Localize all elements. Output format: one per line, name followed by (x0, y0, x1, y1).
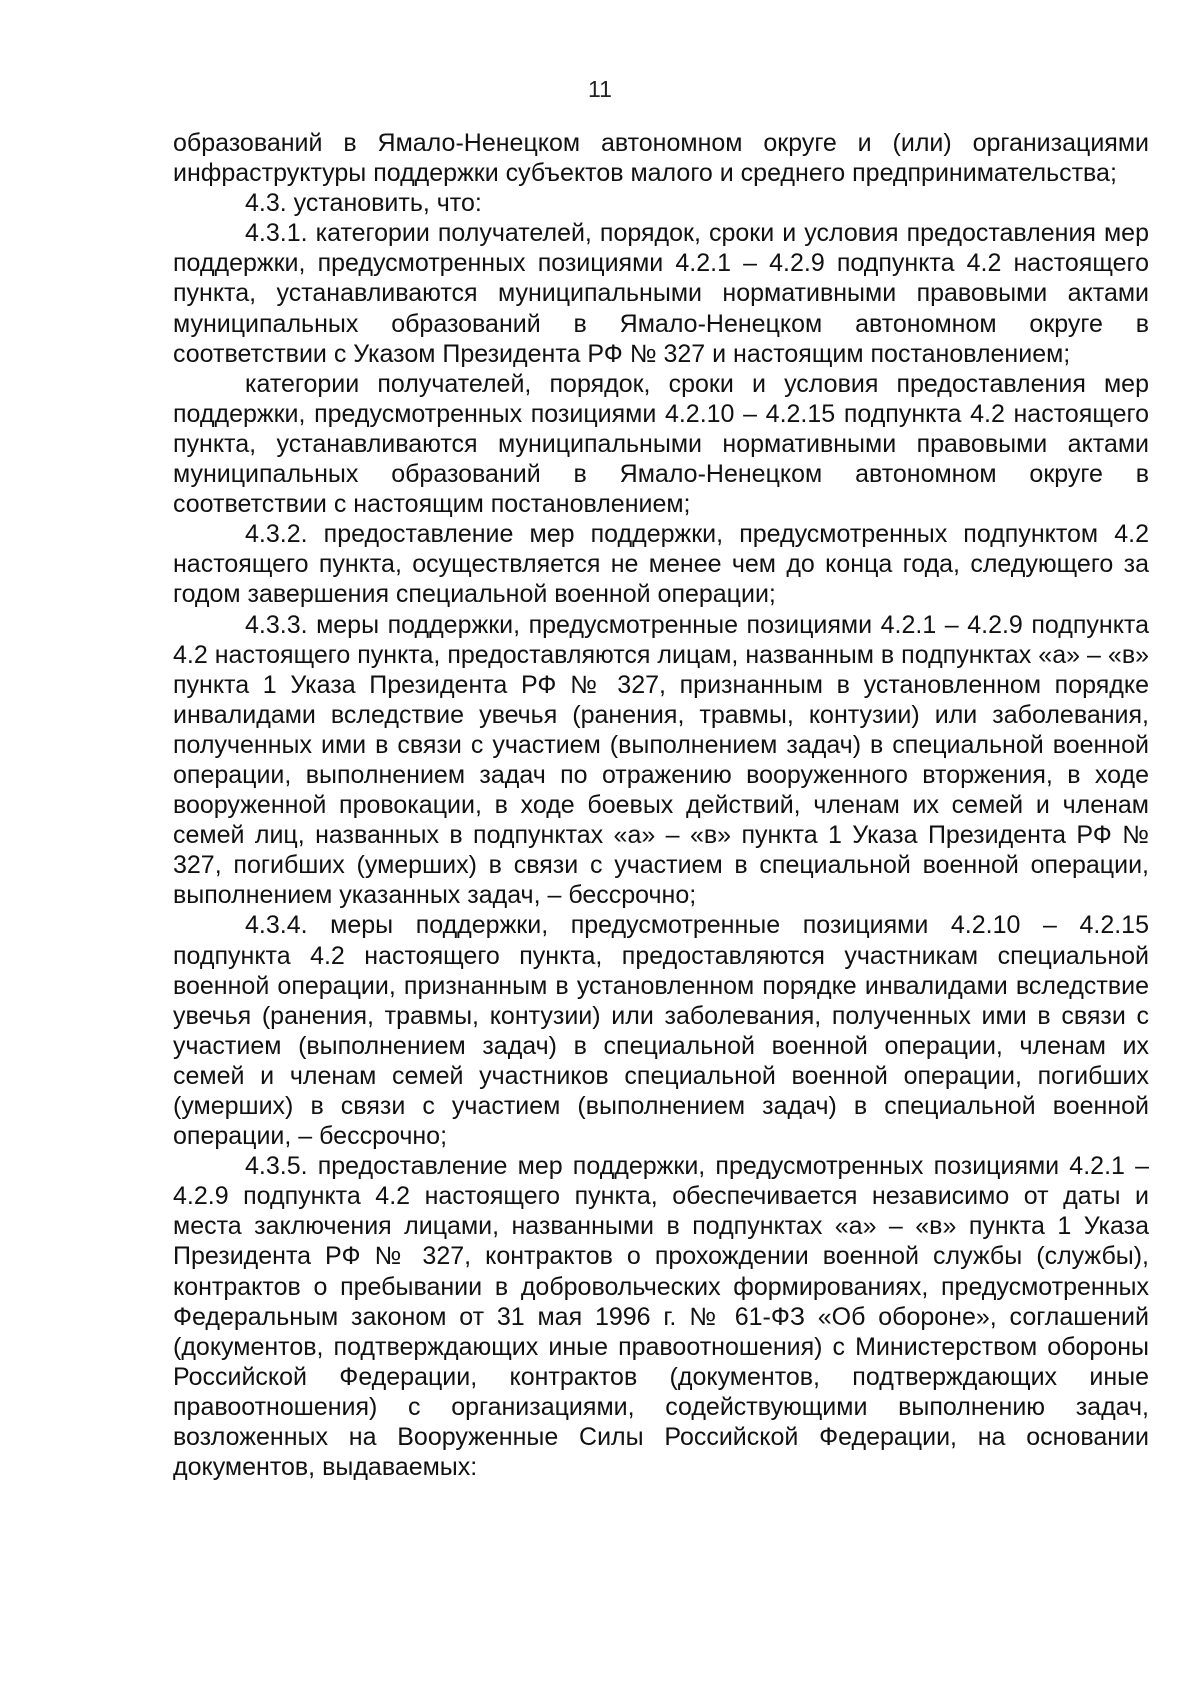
document-body (173, 128, 1149, 1482)
paragraph-4-3: 4.3. установить, что: (245, 189, 482, 218)
paragraph-4-3-2: 4.3.2. предоставление мер поддержки, предусмотренных подпунктом 4.2 настоящего пункта, осуществляется не менее чем до конца года, следующего за годом завершения специальной военной операции; (173, 520, 1149, 609)
paragraph-4-3-5: 4.3.5. предоставление мер поддержки, предусмотренных позициями 4.2.1 – 4.2.9 подпункта 4.2 настоящего пункта, обеспечивается независимо от даты и места заключения лицами, названными в подпунктах «а» – «в» пункта 1 Указа Президента РФ № 327, контрактов о прохождении военной службы (службы), контрактов о пребывании в добровольческих формированиях, предусмотренных Федеральным законом от 31 мая 1996 г. № 61-ФЗ «Об обороне», соглашений (документов, подтверждающих иные правоотношения) с Министерством обороны Российской Федерации, контрактов (документов, подтверждающих иные правоотношения) с организациями, содействующими выполнению задач, возложенных на Вооруженные Силы Российской Федерации, на основании документов, выдаваемых: (173, 1152, 1149, 1482)
page-number: 11 (588, 76, 612, 102)
paragraph-4-3-3: 4.3.3. меры поддержки, предусмотренные позициями 4.2.1 – 4.2.9 подпункта 4.2 настоящего пункта, предоставляются лицам, названным в подпунктах «а» – «в» пункта 1 Указа Президента РФ № 327, признанным в установленном порядке инвалидами вследствие увечья (ранения, травмы, контузии) или заболевания, полученных ими в связи с участием (выполнением задач) в специальной военной операции, выполнением задач по отражению вооруженного вторжения, в ходе вооруженной провокации, в ходе боевых действий, членам их семей и членам семей лиц, названных в подпунктах «а» – «в» пункта 1 Указа Президента РФ № 327, погибших (умерших) в связи с участием в специальной военной операции, выполнением указанных задач, – бессрочно; (173, 610, 1149, 910)
paragraph-continuation: образований в Ямало-Ненецком автономном округе и (или) организациями инфраструктуры поддержки субъектов малого и среднего предпринимательства; (173, 129, 1149, 188)
paragraph-4-3-1: 4.3.1. категории получателей, порядок, сроки и условия предоставления мер поддержки, предусмотренных позициями 4.2.1 – 4.2.9 подпункта 4.2 настоящего пункта, устанавливаются муниципальными нормативными правовыми актами муниципальных образований в Ямало-Ненецком автономном округе в соответствии с Указом Президента РФ № 327 и настоящим постановлением; (173, 219, 1149, 368)
paragraph-4-3-4: 4.3.4. меры поддержки, предусмотренные позициями 4.2.10 – 4.2.15 подпункта 4.2 настоящего пункта, предоставляются участникам специальной военной операции, признанным в установленном порядке инвалидами вследствие увечья (ранения, травмы, контузии) или заболевания, полученных ими в связи с участием (выполнением задач) в специальной военной операции, членам их семей и членам семей участников специальной военной операции, погибших (умерших) в связи с участием (выполнением задач) в специальной военной операции, – бессрочно; (173, 911, 1149, 1151)
paragraph-4-3-1-continued: категории получателей, порядок, сроки и условия предоставления мер поддержки, предусмотренных позициями 4.2.10 – 4.2.15 подпункта 4.2 настоящего пункта, устанавливаются муниципальными нормативными правовыми актами муниципальных образований в Ямало-Ненецком автономном округе в соответствии с настоящим постановлением; (173, 369, 1149, 519)
